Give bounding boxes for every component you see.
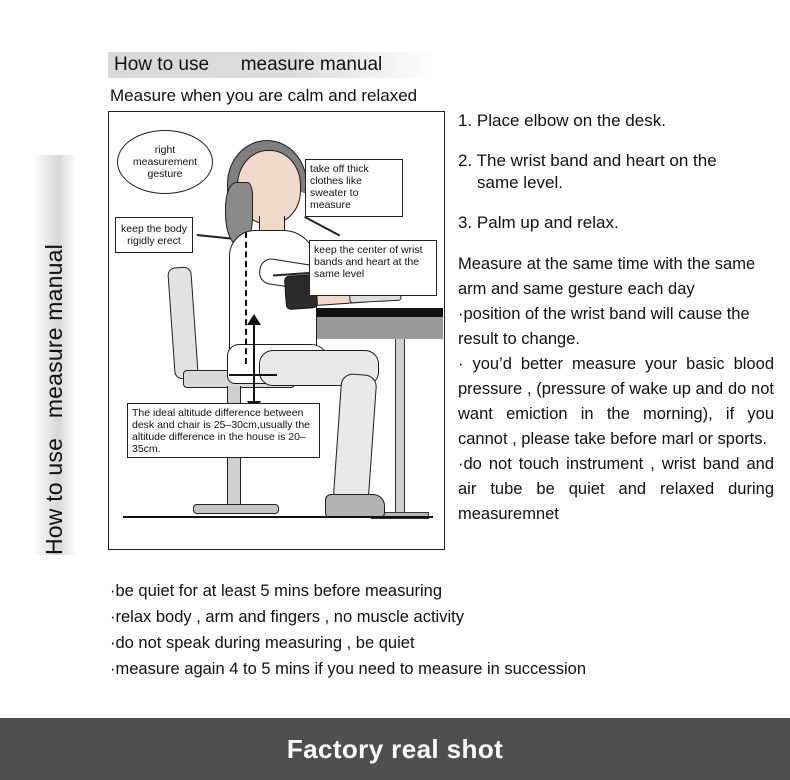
bottom-bullet-list bbox=[110, 578, 750, 682]
note-same-time: Measure at the same time with the same arm and same gesture each day bbox=[458, 255, 756, 298]
footer-banner bbox=[0, 718, 790, 780]
step-1-text: Place elbow on the desk. bbox=[476, 111, 666, 130]
illustration-panel bbox=[108, 111, 445, 550]
footer-label: Factory real shot bbox=[286, 733, 504, 764]
callout-keep-center-of-wrist-bands: keep the center of wrist bands and heart at the same level bbox=[309, 240, 437, 296]
step-1-number: 1. bbox=[458, 111, 473, 130]
step-2-number: 2. bbox=[458, 151, 473, 170]
page-subtitle: Measure when you are calm and relaxed bbox=[110, 86, 418, 105]
bullet-be-quiet: ·be quiet for at least 5 mins before measuring bbox=[110, 582, 443, 600]
bullet-relax-body: ·relax body , arm and fingers , no muscle activity bbox=[110, 608, 464, 626]
callout-keep-body-erect: keep the body rigidly erect bbox=[115, 217, 193, 253]
page-title: How to use measure manual bbox=[114, 54, 383, 75]
height-difference-arrow bbox=[253, 324, 255, 402]
bullet-do-not-speak: ·do not speak during measuring , be quiet bbox=[110, 634, 415, 652]
step-item-2 bbox=[458, 150, 774, 194]
step-3-text: Palm up and relax. bbox=[476, 213, 619, 232]
posture-dashed-line bbox=[245, 232, 247, 364]
instructions-column bbox=[458, 110, 774, 527]
callout-right-measurement-gesture: right measurement gesture bbox=[117, 130, 213, 194]
desk-leg-shape bbox=[395, 339, 405, 517]
note-wrist-band-position: ·position of the wrist band will cause the result to change. bbox=[458, 305, 750, 348]
step-item-1 bbox=[458, 110, 774, 132]
step-item-3 bbox=[458, 212, 774, 234]
person-foot-shape bbox=[325, 494, 385, 518]
step-2-text-cont: same level. bbox=[477, 173, 563, 192]
step-2-text: The wrist band and heart on the bbox=[476, 151, 717, 170]
bullet-measure-again: ·measure again 4 to 5 mins if you need to measure in succession bbox=[110, 660, 587, 678]
side-tab-label: How to use measure manual bbox=[40, 244, 67, 555]
floor-line bbox=[123, 516, 433, 518]
callout-ideal-altitude-difference: The ideal altitude difference between desk and chair is 25–30cm,usually the altitude difference in the house is 20–35cm. bbox=[127, 403, 320, 458]
note-basic-blood-pressure: · you’d better measure your basic blood pressure , (pressure of wake up and do not want emiction in the morning), if you cannot , please take before marl or sports. bbox=[458, 355, 774, 448]
chair-base-shape bbox=[193, 504, 279, 514]
callout-take-off-thick-clothes: take off thick clothes like sweater to measure bbox=[305, 159, 403, 217]
vertical-side-tab bbox=[32, 155, 76, 555]
note-do-not-touch-instrument: ·do not touch instrument , wrist band and air tube be quiet and relaxed during measuremnet bbox=[458, 455, 774, 523]
step-3-number: 3. bbox=[458, 213, 473, 232]
